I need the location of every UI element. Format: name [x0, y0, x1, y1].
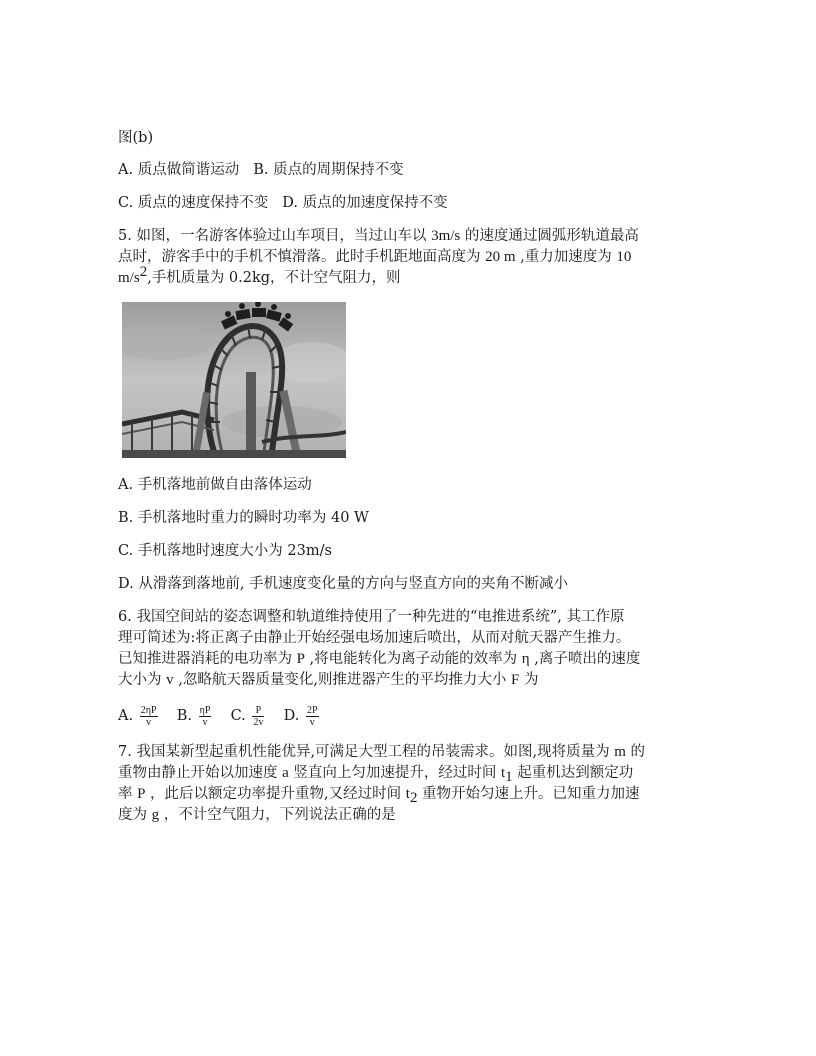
fraction: $\frac{\eta P}{v}$	[199, 704, 211, 728]
q6-stem-line-2: 理可简述为:将正离子由静止开始经强电场加速后喷出，从而对航天器产生推力。	[118, 630, 631, 646]
q5-option-a[interactable]: A. 手机落地前做自由落体运动	[118, 477, 312, 493]
q5-option-b[interactable]: B. 手机落地时重力的瞬时功率为 40 W	[118, 510, 369, 526]
q6-stem-line-1: 6. 我国空间站的姿态调整和轨道维持使用了一种先进的“电推进系统”, 其工作原	[118, 609, 625, 625]
q5-stem-line-3: $m/s^2$,手机质量为 0.2kg，不计空气阻力，则	[118, 264, 401, 286]
q5-option-c[interactable]: C. 手机落地时速度大小为 23m/s	[118, 543, 332, 559]
q6-stem-line-4: 大小为 v ,忽略航天器质量变化,则推进器产生的平均推力大小 F 为	[118, 672, 539, 688]
q5-option-d[interactable]: D. 从滑落到落地前, 手机速度变化量的方向与竖直方向的夹角不断减小	[118, 576, 569, 592]
q7-stem-line-4: 度为 g ，不计空气阻力，下列说法正确的是	[118, 807, 396, 823]
q4-option-b[interactable]: B. 质点的周期保持不变	[253, 162, 404, 178]
q4-options-row-2	[118, 193, 448, 213]
q4-options-row-1	[118, 160, 404, 180]
q7-stem-line-1: 7. 我国某新型起重机性能优异,可满足大型工程的吊装需求。如图,现将质量为 m 的	[118, 744, 646, 760]
q6-option-d[interactable]: D. $\frac{2P}{v}$	[283, 704, 318, 728]
fraction: $\frac{P}{2v}$	[253, 704, 264, 728]
q6-option-a[interactable]: A. $\frac{2\eta P}{v}$	[118, 704, 157, 728]
q5-stem-line-2: 点时，游客手中的手机不慎滑落。此时手机距地面高度为 20 m ,重力加速度为 10	[118, 249, 632, 265]
fraction: $\frac{2P}{v}$	[306, 704, 318, 728]
q6-stem-line-3: 已知推进器消耗的电功率为 P ,将电能转化为离子动能的效率为 η ,离子喷出的速度	[118, 651, 641, 667]
q6-option-c[interactable]: C. $\frac{P}{2v}$	[230, 704, 264, 728]
roller-coaster-photo	[122, 302, 346, 458]
q4-option-a[interactable]: A. 质点做简谐运动	[118, 162, 240, 178]
fraction: $\frac{2\eta P}{v}$	[140, 704, 157, 728]
q6-option-b[interactable]: B. $\frac{\eta P}{v}$	[176, 704, 211, 728]
q4-option-d[interactable]: D. 质点的加速度保持不变	[282, 195, 448, 211]
figure-label: 图(b)	[118, 130, 154, 146]
q7-stem-line-2: 重物由静止开始以加速度 a 竖直向上匀加速提升，经过时间 $t_1$ 起重机达到额定功	[118, 765, 634, 785]
q6-options-row	[118, 704, 321, 728]
q7-stem-line-3: 率 P ，此后以额定功率提升重物,又经过时间 $t_2$ 重物开始匀速上升。已知重力加速	[118, 786, 640, 806]
roller-coaster-illustration	[122, 302, 346, 458]
q4-option-c[interactable]: C. 质点的速度保持不变	[118, 195, 269, 211]
q5-stem-line-1: 5. 如图，一名游客体验过山车项目，当过山车以 3m/s 的速度通过圆弧形轨道最高	[118, 228, 639, 244]
